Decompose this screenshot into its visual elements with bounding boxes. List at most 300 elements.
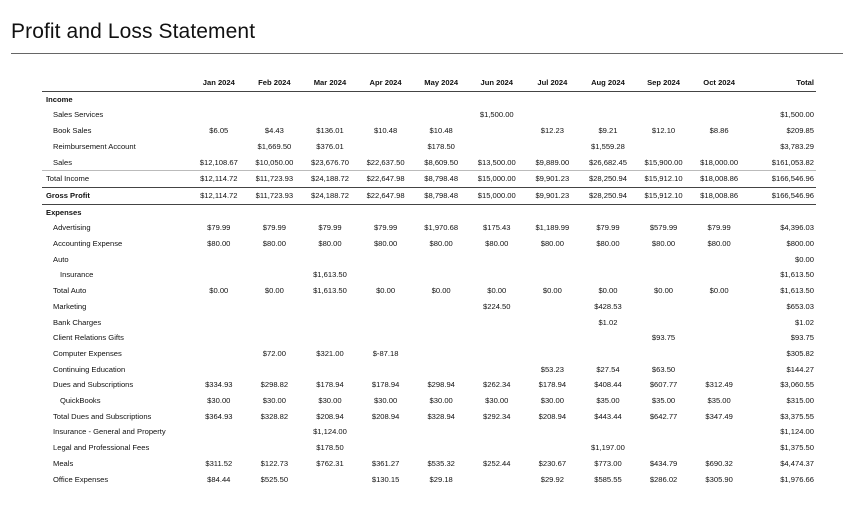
value-cell: $305.90 xyxy=(705,474,733,484)
value-cell xyxy=(525,107,581,123)
value-cell xyxy=(469,204,525,220)
value-cell: $208.94 xyxy=(538,411,567,421)
section-header-row xyxy=(42,204,816,220)
value-cell: $93.75 xyxy=(651,333,676,343)
value-cell xyxy=(691,424,747,440)
row-total-cell: $209.85 xyxy=(786,126,814,136)
value-cell: $26,682.45 xyxy=(588,157,627,167)
table-row xyxy=(42,299,816,315)
value-cell: $1,189.99 xyxy=(535,223,570,233)
value-cell: $585.55 xyxy=(594,474,622,484)
value-cell: $175.43 xyxy=(483,223,511,233)
value-cell xyxy=(469,472,525,488)
value-cell: $30.00 xyxy=(429,396,453,406)
value-cell xyxy=(191,267,247,283)
value-cell xyxy=(636,91,692,107)
row-total-cell: $315.00 xyxy=(786,396,814,406)
value-cell: $1,613.50 xyxy=(313,286,347,296)
value-cell xyxy=(469,315,525,331)
value-cell xyxy=(302,330,358,346)
value-cell: $136.01 xyxy=(316,126,344,136)
column-header: Jul 2024 xyxy=(525,75,581,91)
value-cell: $80.00 xyxy=(707,239,731,249)
value-cell: $80.00 xyxy=(373,239,398,249)
row-label: Auto xyxy=(53,254,69,264)
value-cell xyxy=(525,91,581,107)
value-cell: $178.94 xyxy=(371,380,400,390)
row-total-cell: $1.02 xyxy=(794,317,814,327)
table-row xyxy=(42,362,816,378)
value-cell: $79.99 xyxy=(318,223,342,233)
value-cell xyxy=(191,107,247,123)
value-cell: $312.49 xyxy=(705,380,733,390)
value-cell xyxy=(580,330,636,346)
value-cell: $22,647.98 xyxy=(358,171,414,188)
table-row xyxy=(42,236,816,252)
row-total-cell: $4,396.03 xyxy=(780,223,814,233)
value-cell xyxy=(636,252,692,268)
value-cell xyxy=(358,424,414,440)
value-cell: $298.94 xyxy=(427,380,455,390)
value-cell xyxy=(469,424,525,440)
row-label: Insurance xyxy=(60,270,94,280)
value-cell xyxy=(358,91,414,107)
value-cell xyxy=(302,252,358,268)
column-header: May 2024 xyxy=(413,75,469,91)
table-row xyxy=(42,171,816,188)
value-cell: $311.52 xyxy=(205,458,233,468)
value-cell: $22,637.50 xyxy=(366,157,405,167)
value-cell: $12.23 xyxy=(540,126,564,136)
value-cell: $9,901.23 xyxy=(525,171,581,188)
value-cell: $72.00 xyxy=(262,348,286,358)
column-header: Feb 2024 xyxy=(247,75,303,91)
value-cell: $0.00 xyxy=(542,286,562,296)
value-cell xyxy=(413,440,469,456)
value-cell: $12.10 xyxy=(651,126,676,136)
value-cell: $334.93 xyxy=(205,380,233,390)
value-cell xyxy=(247,315,303,331)
value-cell: $434.79 xyxy=(649,458,678,468)
value-cell: $0.00 xyxy=(264,286,284,296)
value-cell xyxy=(636,107,692,123)
value-cell: $22,647.98 xyxy=(358,187,414,204)
value-cell: $24,188.72 xyxy=(302,187,358,204)
value-cell xyxy=(358,315,414,331)
value-cell xyxy=(691,362,747,378)
value-cell xyxy=(525,424,581,440)
value-cell: $1.02 xyxy=(598,317,618,327)
value-cell: $230.67 xyxy=(538,458,567,468)
value-cell xyxy=(302,472,358,488)
value-cell xyxy=(358,139,414,155)
value-cell xyxy=(580,91,636,107)
value-cell: $298.82 xyxy=(260,380,289,390)
row-total-cell: $1,500.00 xyxy=(780,110,814,120)
value-cell: $12,114.72 xyxy=(191,171,247,188)
value-cell: $252.44 xyxy=(483,458,511,468)
value-cell xyxy=(191,440,247,456)
table-row xyxy=(42,377,816,393)
row-label: Sales xyxy=(53,157,72,167)
row-total-cell: $144.27 xyxy=(786,364,814,374)
value-cell xyxy=(191,330,247,346)
value-cell xyxy=(691,139,747,155)
value-cell: $178.50 xyxy=(316,443,344,453)
row-total-cell: $0.00 xyxy=(794,254,814,264)
value-cell xyxy=(358,204,414,220)
value-cell xyxy=(191,204,247,220)
row-total-cell: $653.03 xyxy=(786,301,814,311)
value-cell: $15,000.00 xyxy=(469,171,525,188)
table-row xyxy=(42,424,816,440)
row-label: Total Auto xyxy=(53,286,87,296)
value-cell xyxy=(358,267,414,283)
value-cell xyxy=(469,362,525,378)
row-total-cell: $1,375.50 xyxy=(780,443,814,453)
value-cell: $376.01 xyxy=(316,141,344,151)
value-cell: $84.44 xyxy=(207,474,231,484)
value-cell xyxy=(413,91,469,107)
value-cell: $328.82 xyxy=(260,411,289,421)
value-cell: $79.99 xyxy=(262,223,286,233)
row-total-cell: $305.82 xyxy=(786,348,814,358)
column-header: Total xyxy=(747,75,816,91)
value-cell: $178.50 xyxy=(427,141,455,151)
value-cell: $286.02 xyxy=(649,474,678,484)
profit-loss-table xyxy=(42,75,816,487)
value-cell: $30.00 xyxy=(262,396,286,406)
value-cell xyxy=(525,346,581,362)
value-cell xyxy=(691,252,747,268)
header-row xyxy=(42,75,816,91)
table-row xyxy=(42,393,816,409)
row-total-cell: $166,546.96 xyxy=(747,171,816,188)
value-cell: $178.94 xyxy=(538,380,567,390)
value-cell: $178.94 xyxy=(316,380,344,390)
value-cell: $10.48 xyxy=(429,126,453,136)
row-label: Reimbursement Account xyxy=(53,141,136,151)
value-cell: $122.73 xyxy=(260,458,289,468)
value-cell xyxy=(469,267,525,283)
row-total-cell: $4,474.37 xyxy=(780,458,814,468)
row-label: Book Sales xyxy=(53,126,92,136)
table-row xyxy=(42,220,816,236)
value-cell: $80.00 xyxy=(596,239,620,249)
value-cell xyxy=(358,107,414,123)
value-cell: $4.43 xyxy=(264,126,284,136)
value-cell xyxy=(580,204,636,220)
value-cell: $53.23 xyxy=(540,364,564,374)
value-cell: $35.00 xyxy=(707,396,731,406)
value-cell xyxy=(636,299,692,315)
value-cell: $80.00 xyxy=(207,239,231,249)
value-cell xyxy=(413,252,469,268)
value-cell: $13,500.00 xyxy=(477,157,516,167)
row-label: Office Expenses xyxy=(53,474,109,484)
value-cell: $18,000.00 xyxy=(700,157,739,167)
value-cell xyxy=(247,440,303,456)
value-cell xyxy=(191,346,247,362)
value-cell: $224.50 xyxy=(483,301,511,311)
column-header: Oct 2024 xyxy=(691,75,747,91)
value-cell xyxy=(525,252,581,268)
column-header: Sep 2024 xyxy=(636,75,692,91)
value-cell: $690.32 xyxy=(705,458,733,468)
value-cell: $1,197.00 xyxy=(591,443,625,453)
value-cell xyxy=(358,440,414,456)
value-cell xyxy=(580,346,636,362)
value-cell: $-87.18 xyxy=(372,348,399,358)
row-label: Meals xyxy=(53,458,74,468)
value-cell: $30.00 xyxy=(318,396,342,406)
value-cell: $28,250.94 xyxy=(580,171,636,188)
value-cell xyxy=(302,107,358,123)
value-cell xyxy=(358,330,414,346)
value-cell: $11,723.93 xyxy=(247,171,303,188)
value-cell xyxy=(247,299,303,315)
value-cell: $63.50 xyxy=(651,364,676,374)
table-row xyxy=(42,267,816,283)
row-total-cell: $1,976.66 xyxy=(780,474,814,484)
value-cell: $6.05 xyxy=(209,126,229,136)
row-label: Marketing xyxy=(53,301,87,311)
value-cell: $9,901.23 xyxy=(525,187,581,204)
value-cell xyxy=(691,107,747,123)
value-cell xyxy=(636,440,692,456)
value-cell: $15,912.10 xyxy=(636,171,692,188)
value-cell xyxy=(247,362,303,378)
value-cell xyxy=(691,346,747,362)
value-cell xyxy=(525,299,581,315)
value-cell xyxy=(247,424,303,440)
value-cell xyxy=(413,346,469,362)
value-cell xyxy=(469,91,525,107)
value-cell: $29.92 xyxy=(540,474,564,484)
value-cell xyxy=(525,139,581,155)
value-cell xyxy=(413,107,469,123)
value-cell: $8,798.48 xyxy=(413,171,469,188)
value-cell: $11,723.93 xyxy=(247,187,303,204)
row-label: Advertising xyxy=(53,223,91,233)
value-cell: $30.00 xyxy=(373,396,398,406)
value-cell: $79.99 xyxy=(207,223,231,233)
value-cell: $8.86 xyxy=(709,126,729,136)
value-cell xyxy=(469,123,525,139)
value-cell xyxy=(247,330,303,346)
value-cell: $10,050.00 xyxy=(255,157,294,167)
row-label: Continuing Education xyxy=(53,364,126,374)
value-cell: $347.49 xyxy=(705,411,733,421)
table-row xyxy=(42,456,816,472)
row-total-cell: $3,060.55 xyxy=(780,380,814,390)
table-row xyxy=(42,315,816,331)
value-cell: $35.00 xyxy=(596,396,620,406)
row-label: Dues and Subscriptions xyxy=(53,380,134,390)
value-cell xyxy=(191,299,247,315)
value-cell xyxy=(413,424,469,440)
row-label: Bank Charges xyxy=(53,317,102,327)
value-cell xyxy=(247,252,303,268)
value-cell xyxy=(358,362,414,378)
value-cell xyxy=(413,330,469,346)
value-cell: $28,250.94 xyxy=(580,187,636,204)
value-cell xyxy=(525,330,581,346)
table-row xyxy=(42,409,816,425)
page-title: Profit and Loss Statement xyxy=(11,20,256,43)
value-cell: $0.00 xyxy=(654,286,674,296)
value-cell: $0.00 xyxy=(431,286,451,296)
value-cell xyxy=(691,204,747,220)
value-cell xyxy=(525,315,581,331)
value-cell: $10.48 xyxy=(373,126,398,136)
table-row xyxy=(42,252,816,268)
value-cell: $35.00 xyxy=(651,396,676,406)
value-cell xyxy=(191,252,247,268)
row-total-cell: $93.75 xyxy=(790,333,814,343)
row-label: Accounting Expense xyxy=(53,239,123,249)
value-cell xyxy=(580,107,636,123)
value-cell: $12,114.72 xyxy=(191,187,247,204)
value-cell: $29.18 xyxy=(429,474,453,484)
value-cell: $80.00 xyxy=(651,239,676,249)
value-cell: $15,900.00 xyxy=(644,157,683,167)
value-cell: $408.44 xyxy=(594,380,622,390)
value-cell xyxy=(302,362,358,378)
value-cell xyxy=(247,204,303,220)
value-cell xyxy=(469,139,525,155)
value-cell xyxy=(691,91,747,107)
table-row xyxy=(42,123,816,139)
value-cell xyxy=(636,139,692,155)
value-cell: $1,500.00 xyxy=(479,110,514,120)
value-cell: $1,970.68 xyxy=(424,223,459,233)
title-divider xyxy=(11,53,843,54)
value-cell xyxy=(191,91,247,107)
column-header: Apr 2024 xyxy=(358,75,414,91)
value-cell: $0.00 xyxy=(487,286,507,296)
table-body xyxy=(42,91,816,487)
value-cell: $443.44 xyxy=(594,411,622,421)
value-cell: $0.00 xyxy=(709,286,729,296)
row-label: Expenses xyxy=(46,207,82,217)
row-label: Sales Services xyxy=(53,110,104,120)
row-total-cell: $800.00 xyxy=(786,239,814,249)
table-row xyxy=(42,346,816,362)
value-cell: $328.94 xyxy=(427,411,455,421)
value-cell: $0.00 xyxy=(209,286,229,296)
value-cell: $361.27 xyxy=(371,458,400,468)
row-total-cell xyxy=(747,204,816,220)
value-cell: $762.31 xyxy=(316,458,344,468)
value-cell: $321.00 xyxy=(316,348,344,358)
value-cell: $9.21 xyxy=(598,126,618,136)
value-cell: $79.99 xyxy=(707,223,731,233)
value-cell xyxy=(469,330,525,346)
value-cell: $208.94 xyxy=(371,411,400,421)
value-cell xyxy=(580,267,636,283)
value-cell xyxy=(691,440,747,456)
column-header: Aug 2024 xyxy=(580,75,636,91)
row-total-cell: $1,124.00 xyxy=(780,427,814,437)
value-cell xyxy=(358,299,414,315)
value-cell xyxy=(636,346,692,362)
value-cell xyxy=(469,346,525,362)
value-cell: $525.50 xyxy=(260,474,289,484)
value-cell xyxy=(691,330,747,346)
value-cell xyxy=(525,204,581,220)
value-cell xyxy=(525,267,581,283)
table-row xyxy=(42,139,816,155)
value-cell xyxy=(413,299,469,315)
value-cell: $1,669.50 xyxy=(257,141,292,151)
table-row xyxy=(42,187,816,204)
value-cell xyxy=(636,204,692,220)
value-cell: $428.53 xyxy=(594,301,622,311)
value-cell xyxy=(191,362,247,378)
value-cell xyxy=(358,252,414,268)
value-cell: $80.00 xyxy=(318,239,342,249)
value-cell: $12,108.67 xyxy=(199,157,238,167)
value-cell: $27.54 xyxy=(596,364,620,374)
row-total-cell xyxy=(747,91,816,107)
section-header-row xyxy=(42,91,816,107)
value-cell: $1,124.00 xyxy=(313,427,347,437)
row-label: Total Income xyxy=(42,171,191,188)
row-label: Client Relations Gifts xyxy=(53,333,124,343)
value-cell xyxy=(302,299,358,315)
value-cell: $642.77 xyxy=(649,411,678,421)
value-cell: $79.99 xyxy=(596,223,620,233)
value-cell: $80.00 xyxy=(540,239,564,249)
value-cell xyxy=(413,315,469,331)
row-total-cell: $3,375.55 xyxy=(780,411,814,421)
value-cell xyxy=(636,267,692,283)
value-cell xyxy=(413,362,469,378)
row-label: Legal and Professional Fees xyxy=(53,443,150,453)
row-total-cell: $1,613.50 xyxy=(780,270,814,280)
value-cell: $579.99 xyxy=(649,223,678,233)
value-cell xyxy=(191,315,247,331)
row-label: Insurance - General and Property xyxy=(53,427,166,437)
value-cell xyxy=(302,91,358,107)
row-label: Gross Profit xyxy=(42,187,191,204)
value-cell: $535.32 xyxy=(427,458,455,468)
value-cell: $130.15 xyxy=(371,474,400,484)
value-cell: $8,798.48 xyxy=(413,187,469,204)
value-cell xyxy=(691,267,747,283)
value-cell: $23,676.70 xyxy=(310,157,349,167)
table-row xyxy=(42,155,816,171)
value-cell: $607.77 xyxy=(649,380,678,390)
table-row xyxy=(42,107,816,123)
table-row xyxy=(42,283,816,299)
value-cell: $262.34 xyxy=(483,380,511,390)
value-cell: $80.00 xyxy=(262,239,286,249)
value-cell: $80.00 xyxy=(485,239,509,249)
column-header: Jun 2024 xyxy=(469,75,525,91)
value-cell xyxy=(580,424,636,440)
value-cell: $1,559.28 xyxy=(591,141,625,151)
value-cell xyxy=(413,204,469,220)
value-cell: $208.94 xyxy=(316,411,344,421)
table-row xyxy=(42,440,816,456)
value-cell: $18,008.86 xyxy=(691,187,747,204)
row-total-cell: $166,546.96 xyxy=(747,187,816,204)
value-cell xyxy=(691,315,747,331)
row-label: Income xyxy=(46,94,73,104)
value-cell: $9,889.00 xyxy=(535,157,570,167)
